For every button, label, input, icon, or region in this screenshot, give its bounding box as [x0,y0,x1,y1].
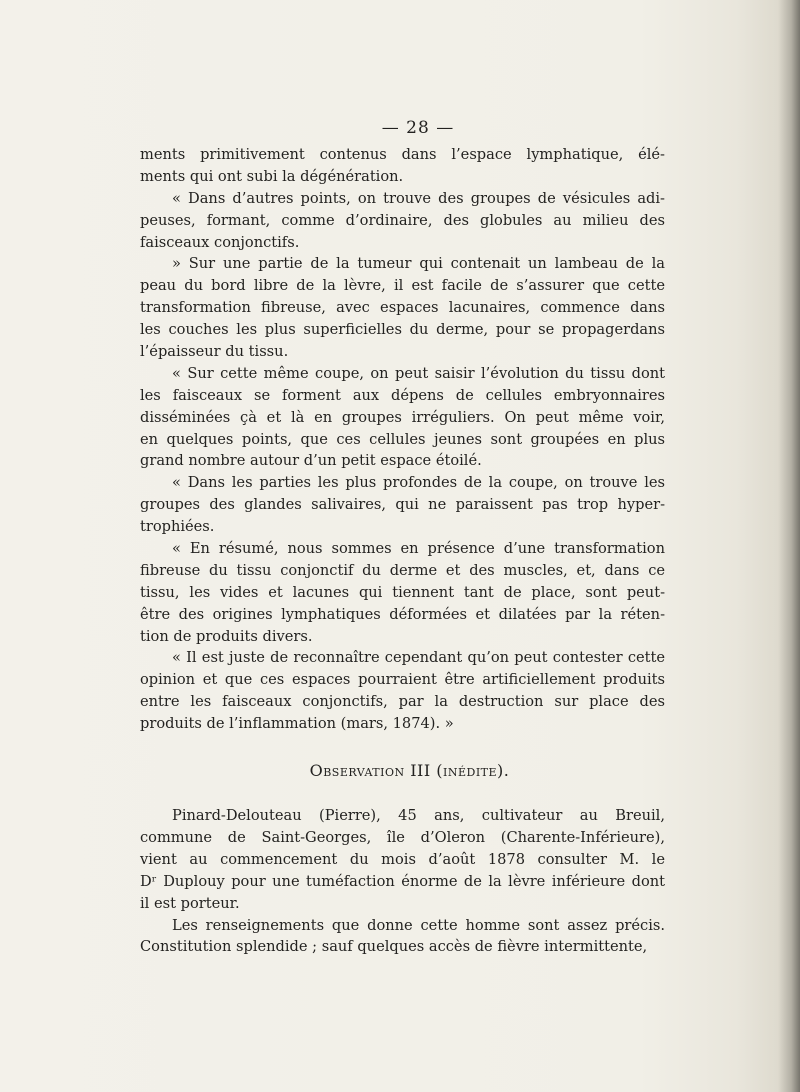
text-line: tion de produits divers. [140,627,313,645]
body-text [140,144,665,958]
text-line: ments qui ont subi la dégénération. [140,167,404,185]
text-line: Dʳ Duplouy pour une tuméfaction énorme de la lèvre inférieure dont [140,872,665,890]
text-line: l’épaisseur du tissu. [140,343,289,361]
paragraph [140,805,665,914]
paragraph [140,188,665,254]
text-line: peau du bord libre de la lèvre, il est facile de s’assurer que cette [140,277,665,295]
paragraphs-after-heading [140,805,665,958]
paragraph [140,472,665,538]
paragraph [140,253,665,362]
text-line: peuses, formant, comme d’ordinaire, des globules au milieu des [140,211,665,229]
paragraph [140,647,665,735]
page-edge-shadow [778,0,800,1092]
text-line: les faisceaux se forment aux dépens de cellules embryonnaires [140,386,665,404]
paragraph [140,144,665,188]
text-line: trophiées. [140,518,215,536]
paragraph [140,915,665,959]
text-line: entre les faisceaux conjonctifs, par la destruction sur place des [140,693,665,711]
text-line: il est porteur. [140,894,240,912]
text-line: faisceaux conjonctifs. [140,233,300,251]
text-line: tissu, les vides et lacunes qui tiennent tant de place, sont peut- [140,583,665,601]
text-line: « En résumé, nous sommes en présence d’une transformation [172,540,665,558]
text-line: les couches les plus superficielles du derme, pour se propagerdans [140,321,665,339]
text-line: disséminées çà et là en groupes irréguliers. On peut même voir, [140,408,665,426]
text-line: être des origines lymphatiques déformées et dilatées par la réten- [140,605,665,623]
text-line: « Sur cette même coupe, on peut saisir l’évolution du tissu dont [172,364,665,382]
text-line: Constitution splendide ; sauf quelques accès de fièvre intermittente, [140,938,648,956]
heading-block [140,735,665,805]
paragraphs-before-heading [140,144,665,735]
text-line: commune de Saint-Georges, île d’Oleron (Charente-Inférieure), [140,828,665,846]
paragraph [140,538,665,647]
text-line: produits de l’inflammation (mars, 1874). » [140,715,454,733]
text-line: grand nombre autour d’un petit espace étoilé. [140,452,482,470]
text-line: opinion et que ces espaces pourraient être artificiellement produits [140,671,665,689]
text-line: « Dans d’autres points, on trouve des groupes de vésicules adi- [172,189,665,207]
text-line: vient au commencement du mois d’août 1878 consulter M. le [140,850,665,868]
page-number: — 28 — [381,118,455,138]
text-line: groupes des glandes salivaires, qui ne paraissent pas trop hyper- [140,496,665,514]
text-line: transformation fibreuse, avec espaces lacunaires, commence dans [140,299,665,317]
text-line: ments primitivement contenus dans l’espace lymphatique, élé- [140,146,665,163]
text-line: » Sur une partie de la tumeur qui contenait un lambeau de la [172,255,665,273]
observation-heading: Observation III (inédite). [309,760,510,780]
text-line: « Dans les parties les plus profondes de la coupe, on trouve les [172,474,665,492]
text-line: Les renseignements que donne cette homme sont assez précis. [172,916,665,934]
text-line: « Il est juste de reconnaître cependant qu’on peut contester cette [172,649,665,667]
text-line: Pinard-Delouteau (Pierre), 45 ans, cultivateur au Breuil, [172,807,665,825]
paragraph [140,363,665,472]
text-line: fibreuse du tissu conjonctif du derme et des muscles, et, dans ce [140,561,665,579]
text-line: en quelques points, que ces cellules jeunes sont groupées en plus [140,430,665,448]
